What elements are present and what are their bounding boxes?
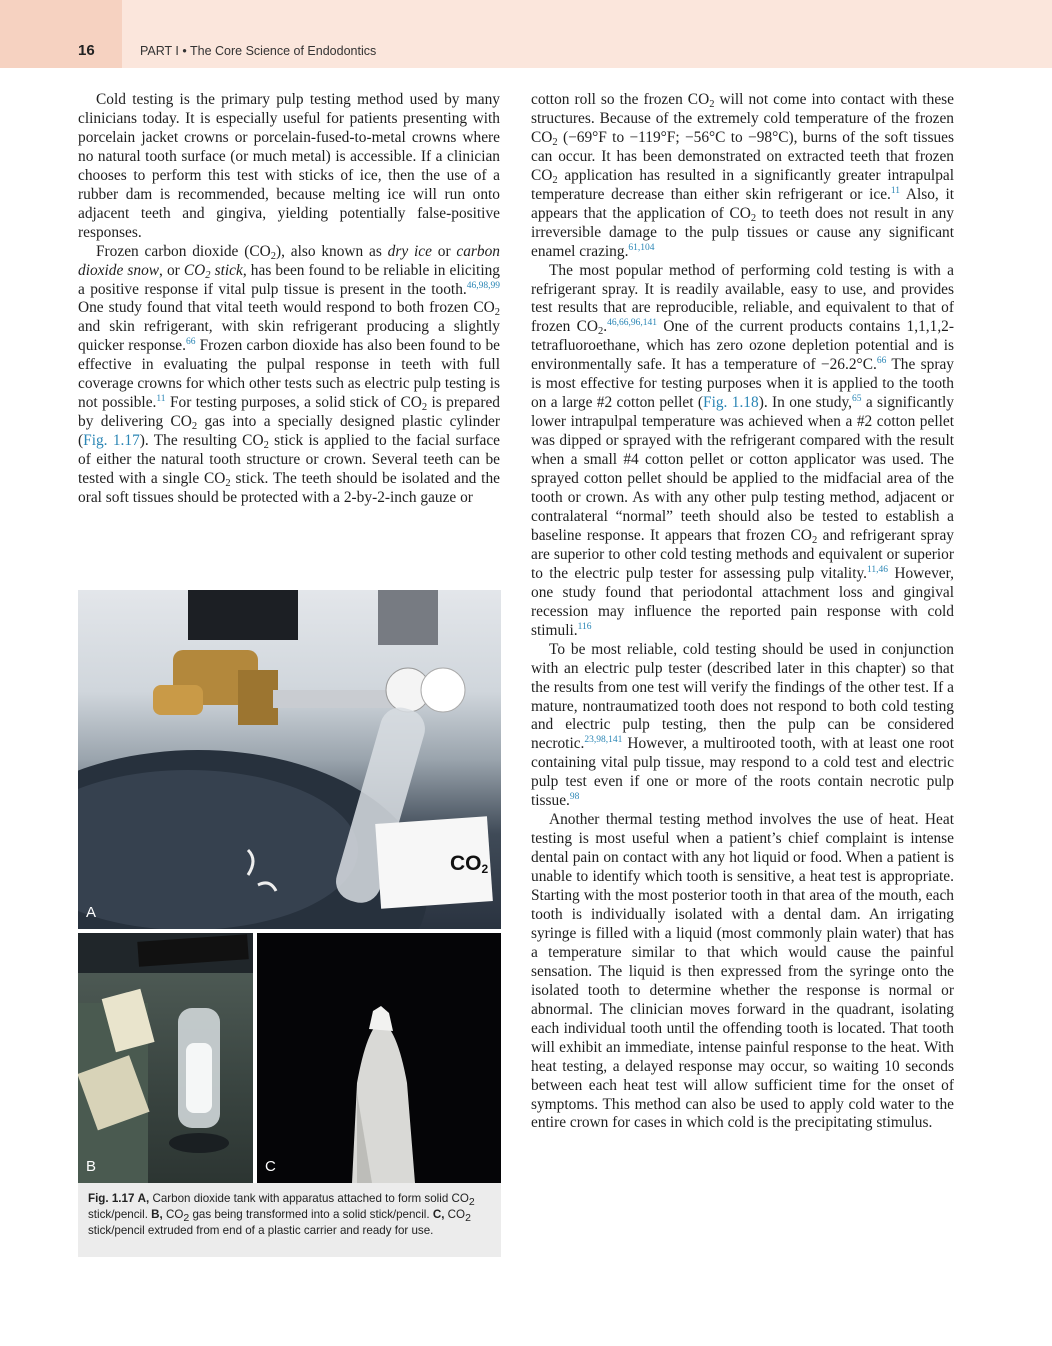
- caption-b-tail: gas being transformed into a solid stick/pencil.: [192, 1208, 430, 1221]
- caption-b-text: CO: [165, 1208, 184, 1221]
- photo-b-illustration: [78, 933, 253, 1183]
- caption-sub: 2: [465, 1212, 471, 1224]
- page-number: 16: [78, 42, 95, 59]
- caption-a-label: A,: [137, 1192, 150, 1205]
- figure-caption: [78, 1183, 501, 1257]
- page-header: [0, 0, 1052, 68]
- caption-c-label: C,: [432, 1208, 445, 1221]
- caption-sub: 2: [183, 1212, 190, 1224]
- caption-c-text: CO: [447, 1208, 466, 1221]
- caption-sub: 2: [468, 1196, 475, 1208]
- header-tab: [0, 0, 122, 68]
- caption-c-tail: stick/pencil extruded from end of a plastic carrier and ready for use.: [88, 1224, 434, 1237]
- photo-a-illustration: [78, 590, 501, 929]
- caption-a-tail: stick/pencil.: [88, 1208, 148, 1221]
- paragraph: The most popular method of performing cold testing is with a refrigerant spray. It is readily available, easy to use, and provides test results that are reproducible, reliable, and equivalent to that of frozen $CO_2.^{46,66,96,141}$ One of the current products contains 1,1,1,2-tetrafluoroethane, which has zero ozone depletion potential and is environmentally safe. It has a temperature of −26.2°C.$^{66}$ The spray is most effective for testing purposes when it is applied to the tooth on a large #2 cotton pellet (Fig. 1.18). In one study,$^{65}$ a significantly lower intrapulpal temperature was achieved when a #2 cotton pellet was dipped or sprayed with the refrigerant compared with the result when a small #4 cotton pellet or cotton applicator was used. The sprayed cotton pellet should be applied to the midfacial area of the tooth or crown. As with any other pulp testing method, adjacent or contralateral “normal” teeth should also be tested to establish a baseline response. It appears that frozen $CO_2$ and refrigerant spray are superior to other cold testing methods and equivalent or superior to the electric pulp tester for assessing pulp vitality.$^{11,46}$ However, one study found that periodontal attachment loss and gingival recession may influence the reported pain response with cold stimuli.$^{116}$: [531, 261, 955, 639]
- photo-co2-tank: [78, 590, 501, 929]
- paragraph: cotton roll so the frozen $CO_2$ will not come into contact with these structures. Because of the extremely cold temperature of the frozen $CO_2$ (−69°F to −119°F; −56°C to −98°C), burns of the soft tissues can occur. It has been demonstrated on extracted teeth that frozen $CO_2$ application has resulted in a significantly greater intrapulpal temperature decrease than either skin refrigerant or ice.$^{11}$ Also, it appears that the application of $CO_2$ to teeth does not result in any irreversible damage to the pulp tissues or cause any significant enamel crazing.$^{61,104}$: [531, 91, 954, 260]
- running-head: PART I • The Core Science of Endodontics: [140, 44, 377, 58]
- paragraph: To be most reliable, cold testing should be used in conjunction with an electric pulp tester (described later in this chapter) so that the results from one test will verify the findings of the other test. If a mature, nontraumatized tooth does not respond to both cold testing and electric pulp testing, then the pulp can be considered necrotic.$^{23,98,141}$ However, a multirooted tooth, with at least one root containing vital pulp tissue, may respond to a cold test and electric pulp test even if one or more of the roots contain necrotic pulp tissue.$^{98}$: [531, 640, 954, 810]
- panel-c-label: C: [265, 1158, 276, 1175]
- photo-co2-stick-extruded: [257, 933, 501, 1183]
- panel-b-label: B: [86, 1158, 97, 1175]
- paragraph: Cold testing is the primary pulp testing method used by many clinicians today. It is especially useful for patients presenting with porcelain jacket crowns or porcelain-fused-to-metal crowns where no natural tooth surface (or much metal) is accessible. If a clinician chooses to perform this test with sticks of ice, then the use of a rubber dam is recommended, because melting ice will run onto adjacent teeth and gingiva, yielding potentially false-positive responses.: [78, 91, 500, 241]
- caption-b-label: B,: [151, 1208, 163, 1221]
- co2-tank-label: $CO_2$: [450, 852, 489, 876]
- panel-a-label: A: [86, 904, 97, 921]
- photo-c-illustration: [257, 933, 501, 1183]
- left-column: [78, 91, 500, 508]
- photo-co2-stick-forming: [78, 933, 253, 1183]
- paragraph: Another thermal testing method involves the use of heat. Heat testing is most useful when a patient’s chief complaint is intense dental pain on contact with any hot liquid or food. When a patient is unable to identify which tooth is sensitive, a heat test is appropriate. Starting with the most posterior tooth in that area of the mouth, each tooth is individually isolated with a dental dam. An irrigating syringe is filled with a liquid (most commonly plain water) that has a temperature similar to that which would cause the painful sensation. The liquid is then expressed from the syringe onto the isolated tooth to determine whether the response is normal or abnormal. The clinician moves forward in the quadrant, isolating each individual tooth until the offending tooth is located. That tooth will exhibit an immediate, intense painful response to the heat. With heat testing, a delayed response may occur, so waiting 10 seconds between each heat test will allow sufficient time for the onset of symptoms. This method can also be used to apply cold water to the entire crown for cases in which cold is the precipitating stimulus.: [531, 811, 954, 1132]
- paragraph: Frozen carbon dioxide $(CO_2)$, also known as dry ice or carbon dioxide snow, or $CO_2$ stick, has been found to be reliable in eliciting a positive response if vital pulp tissue is present in the tooth.$^{46,98,99}$ One study found that vital teeth would respond to both frozen $CO_2$ and skin refrigerant, with skin refrigerant producing a slightly quicker response.$^{66}$ Frozen carbon dioxide has also been found to be effective in evaluating the pulpal response in teeth with full coverage crowns for which other tests such as electric pulp testing is not possible.$^{11}$ For testing purposes, a solid stick of $CO_2$ is prepared by delivering $CO_2$ gas into a specially designed plastic cylinder (Fig. 1.17). The resulting $CO_2$ stick is applied to the facial surface of either the natural tooth structure or crown. Several teeth can be tested with a single $CO_2$ stick. The teeth should be isolated and the oral soft tissues should be protected with a 2-by-2-inch gauze or: [78, 242, 501, 507]
- right-column: [531, 91, 954, 1133]
- caption-a-text: Carbon dioxide tank with apparatus attached to form solid CO: [152, 1192, 469, 1205]
- caption-lead: Fig. 1.17: [88, 1192, 135, 1205]
